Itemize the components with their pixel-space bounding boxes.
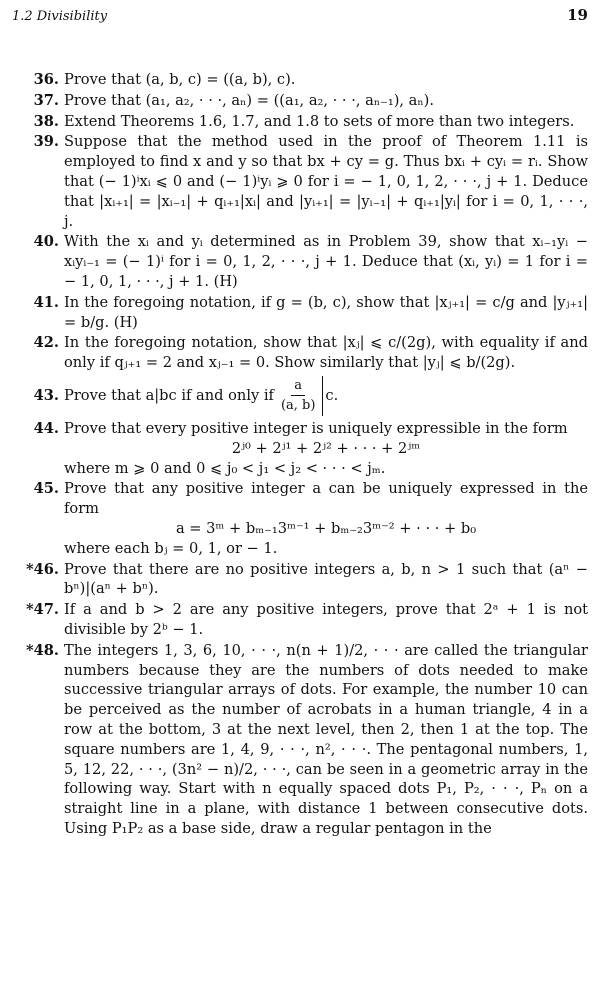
divides-expression (64, 376, 338, 417)
problem-text-after: where each bⱼ = 0, 1, or − 1. (64, 539, 278, 557)
problem-40 (12, 232, 588, 291)
problem-number: 42. (33, 334, 59, 352)
problem-number: 39. (33, 133, 59, 151)
problem-number: 37. (33, 91, 59, 109)
problem-text: In the foregoing notation, show that |xⱼ| ⩽ c/(2g), with equality if and only if qⱼ₊₁ = 2 and xⱼ₋₁ = 0. Show similarly that |yⱼ| ⩽ b/(2g). (64, 334, 588, 372)
problem-text-after: c. (325, 387, 339, 405)
problem-text: Prove that every positive integer is uniquely expressible in the form (64, 419, 568, 437)
page-number: 19 (567, 6, 588, 24)
problem-48 (12, 641, 588, 839)
problem-42 (12, 333, 588, 373)
problem-number: 36. (33, 71, 59, 88)
problem-43 (12, 374, 588, 418)
problem-text: Suppose that the method used in the proof of Theorem 1.11 is employed to find x and y so that bx + cy = g. Thus bxᵢ + cyᵢ = rᵢ. Show that (− 1)ⁱxᵢ ⩽ 0 and (− 1)ⁱyᵢ ⩾ 0 for i = − 1, 0, 1, 2, · · ·, j + 1. Deduce that |xᵢ₊₁| = |xᵢ₋₁| + qᵢ₊₁|xᵢ| and |yᵢ₊₁| = |yᵢ₋₁| + qᵢ₊₁|yᵢ| for i = 0, 1, · · ·, j. (64, 133, 588, 230)
problem-text: Extend Theorems 1.6, 1.7, and 1.8 to sets of more than two integers. (64, 112, 575, 130)
problem-text-before: Prove that a|bc if and only if (64, 387, 274, 405)
fraction-numerator: a (291, 376, 305, 397)
problem-text: Prove that (a, b, c) = ((a, b), c). (64, 71, 296, 88)
problem-number: 44. (33, 419, 59, 437)
problem-45 (12, 479, 588, 558)
problem-body (64, 419, 588, 478)
problem-39 (12, 132, 588, 231)
problem-number: 45. (33, 480, 59, 498)
page-header (12, 6, 588, 36)
display-formula: 2ʲ⁰ + 2ʲ¹ + 2ʲ² + · · · + 2ʲᵐ (231, 439, 421, 457)
problem-text: If a and b > 2 are any positive integers, prove that 2ᵃ + 1 is not divisible by 2ᵇ − 1. (64, 601, 588, 638)
problem-number: 41. (33, 293, 59, 311)
problem-text: Prove that (a₁, a₂, · · ·, aₙ) = ((a₁, a₂, · · ·, aₙ₋₁), aₙ). (64, 91, 435, 109)
problem-text: In the foregoing notation, if g = (b, c), show that |xⱼ₊₁| = c/g and |yⱼ₊₁| = b/g. (H) (64, 293, 588, 331)
problem-number: *46. (25, 560, 59, 578)
section-title: 1.2 Divisibility (12, 9, 108, 24)
fraction (278, 376, 318, 417)
problem-text-after: where m ⩾ 0 and 0 ⩽ j₀ < j₁ < j₂ < · · · < jₘ. (64, 459, 386, 477)
problem-38 (12, 112, 588, 132)
problem-text: The integers 1, 3, 6, 10, · · ·, n(n + 1)/2, · · · are called the triangular numbers because they are the numbers of dots needed to make successive triangular arrays of dots. For example, the number 10 can be perceived as the number of acrobats in a human triangle, 4 in a row at the bottom, 3 at the next level, then 2, then 1 at the top. The square numbers are 1, 4, 9, · · ·, n², · · ·. The pentagonal numbers, 1, 5, 12, 22, · · ·, (3n² − n)/2, · · ·, can be seen in a geometric array in the following way. Start with n equally spaced dots P₁, P₂, · · ·, Pₙ on a straight line in a plane, with distance 1 between consecutive dots. Using P₁P₂ as a base side, draw a regular pentagon in the (64, 641, 588, 837)
problem-36 (12, 70, 588, 90)
problem-text: Prove that there are no positive integers a, b, n > 1 such that (aⁿ − bⁿ)|(aⁿ + bⁿ). (64, 560, 588, 598)
problem-number: 43. (33, 387, 59, 405)
problem-number: *48. (25, 641, 59, 659)
problem-37 (12, 91, 588, 111)
problem-44 (12, 419, 588, 478)
fraction-denominator: (a, b) (280, 398, 316, 414)
problem-number: 40. (33, 233, 59, 251)
divides-bar (322, 376, 323, 416)
problem-text (64, 376, 588, 417)
problem-list (12, 70, 588, 839)
problem-46 (12, 560, 588, 600)
problem-number: 38. (33, 112, 59, 130)
problem-number: *47. (25, 601, 59, 619)
display-formula: a = 3ᵐ + bₘ₋₁3ᵐ⁻¹ + bₘ₋₂3ᵐ⁻² + · · · + b₀ (175, 519, 477, 537)
problem-41 (12, 293, 588, 333)
problem-47 (12, 600, 588, 640)
problem-body (64, 479, 588, 558)
problem-text: With the xᵢ and yᵢ determined as in Problem 39, show that xᵢ₋₁yᵢ − xᵢyᵢ₋₁ = (− 1)ⁱ for i = 0, 1, 2, · · ·, j + 1. Deduce that (xᵢ, yᵢ) = 1 for i = − 1, 0, 1, · · ·, j + 1. (H) (64, 233, 588, 290)
problem-text: Prove that any positive integer a can be uniquely expressed in the form (64, 480, 588, 518)
